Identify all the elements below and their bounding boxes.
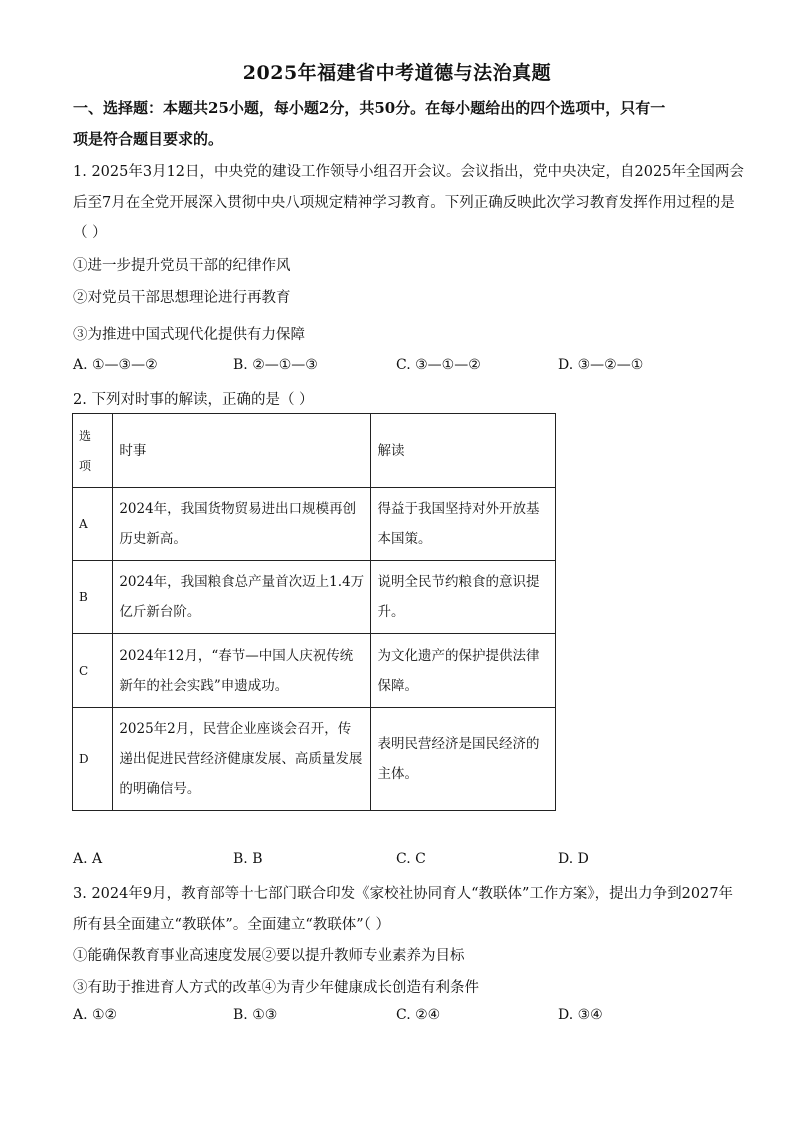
q2-option-a[interactable]: A. A [73, 851, 103, 867]
q1-stem-line1: 1. 2025年3月12日，中央党的建设工作领导小组召开会议。会议指出，党中央决定，自2025年全国两会 [73, 164, 744, 180]
table-row [73, 708, 556, 811]
row-event: 2024年，我国货物贸易进出口规模再创历史新高。 [113, 488, 371, 561]
row-label: A [73, 488, 113, 561]
table-row [73, 634, 556, 708]
q1-stem-line2: 后至7月在全党开展深入贯彻中央八项规定精神学习教育。下列正确反映此次学习教育发挥作用过程的是 [73, 195, 735, 211]
q3-items-line1: ①能确保教育事业高速度发展②要以提升教师专业素养为目标 [73, 948, 465, 964]
q2-option-d[interactable]: D. D [558, 851, 589, 867]
section-instruction-line2: 项是符合题目要求的。 [73, 130, 224, 148]
table-header-row [73, 414, 556, 488]
q3-option-a[interactable]: A. ①② [73, 1007, 118, 1023]
row-event: 2024年，我国粮食总产量首次迈上1.4万亿斤新台阶。 [113, 561, 371, 634]
section-instruction-line1: 一、选择题：本题共25小题，每小题2分，共50分。在每小题给出的四个选项中，只有一 [73, 99, 666, 117]
row-label: D [73, 708, 113, 811]
row-interpretation: 表明民营经济是国民经济的主体。 [371, 708, 556, 811]
row-event: 2025年2月，民营企业座谈会召开，传递出促进民营经济健康发展、高质量发展的明确信号。 [113, 708, 371, 811]
table-header-event: 时事 [113, 414, 371, 488]
q1-item-2: ②对党员干部思想理论进行再教育 [73, 290, 291, 306]
row-label: C [73, 634, 113, 708]
table-row [73, 561, 556, 634]
table-header-interpretation: 解读 [371, 414, 556, 488]
row-interpretation: 为文化遗产的保护提供法律保障。 [371, 634, 556, 708]
q1-answer-blank: （ ） [73, 225, 107, 241]
q3-option-c[interactable]: C. ②④ [396, 1007, 441, 1023]
q3-option-d[interactable]: D. ③④ [558, 1007, 603, 1023]
q1-option-b[interactable]: B. ②—①—③ [233, 357, 318, 373]
q3-option-b[interactable]: B. ①③ [233, 1007, 278, 1023]
q2-table [72, 413, 556, 811]
q1-item-1: ①进一步提升党员干部的纪律作风 [73, 258, 291, 274]
q3-stem-line2: 所有县全面建立“教联体”。全面建立“教联体”（ ） [73, 917, 391, 933]
row-label: B [73, 561, 113, 634]
q3-stem-line1: 3. 2024年9月，教育部等十七部门联合印发《家校社协同育人“教联体”工作方案》，提出力争到2027年 [73, 886, 734, 902]
table-row [73, 488, 556, 561]
q1-option-a[interactable]: A. ①—③—② [73, 357, 158, 373]
row-interpretation: 说明全民节约粮食的意识提升。 [371, 561, 556, 634]
q1-item-3: ③为推进中国式现代化提供有力保障 [73, 327, 305, 343]
q1-option-c[interactable]: C. ③—①—② [396, 357, 481, 373]
row-interpretation: 得益于我国坚持对外开放基本国策。 [371, 488, 556, 561]
row-event: 2024年12月，“春节—中国人庆祝传统新年的社会实践”申遗成功。 [113, 634, 371, 708]
q3-items-line2: ③有助于推进育人方式的改革④为青少年健康成长创造有利条件 [73, 980, 479, 996]
q1-option-d[interactable]: D. ③—②—① [558, 357, 644, 373]
page-title: 2025年福建省中考道德与法治真题 [242, 62, 552, 84]
q2-option-b[interactable]: B. B [233, 851, 263, 867]
table-header-option: 选项 [73, 414, 113, 488]
q2-stem: 2. 下列对时事的解读，正确的是（ ） [73, 392, 314, 408]
q2-option-c[interactable]: C. C [396, 851, 426, 867]
